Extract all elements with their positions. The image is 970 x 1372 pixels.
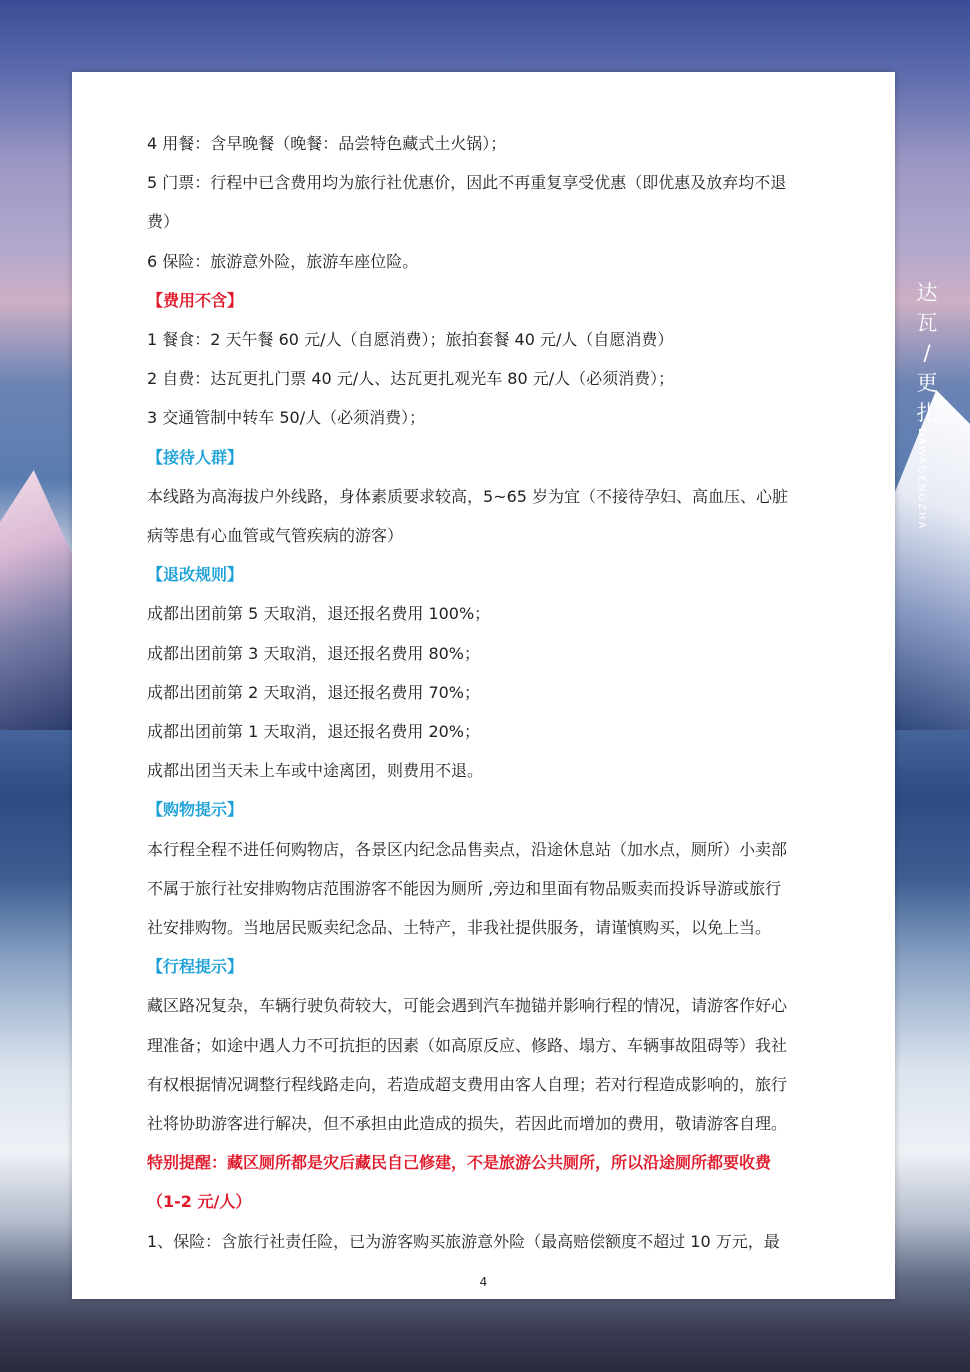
body-line: 成都出团前第 2 天取消，退还报名费用 70%； bbox=[147, 682, 481, 702]
body-line: 费） bbox=[147, 212, 180, 232]
body-line: 成都出团前第 3 天取消，退还报名费用 80%； bbox=[147, 643, 481, 663]
body-line: 社将协助游客进行解决，但不承担由此造成的损失，若因此而增加的费用，敬请游客自理。 bbox=[147, 1114, 788, 1134]
body-line: 5 门票：行程中已含费用均为旅行社优惠价，因此不再重复享受优惠（即优惠及放弃均不退 bbox=[147, 173, 787, 193]
body-line: 理准备；如途中遇人力不可抗拒的因素（如高原反应、修路、塌方、车辆事故阻碍等）我社 bbox=[147, 1035, 788, 1055]
side-title-chinese: 达 瓦 / 更 扎 bbox=[916, 281, 940, 425]
side-title bbox=[905, 278, 965, 531]
section-heading: 【接待人群】 bbox=[147, 447, 244, 467]
body-line: 2 自费：达瓦更扎门票 40 元/人、达瓦更扎观光车 80 元/人（必须消费）； bbox=[147, 369, 675, 389]
body-line: 6 保险：旅游意外险，旅游车座位险。 bbox=[147, 251, 419, 271]
page-number: 4 bbox=[479, 1275, 488, 1289]
body-line: 成都出团当天未上车或中途离团，则费用不退。 bbox=[147, 761, 484, 781]
document-page bbox=[72, 72, 895, 1299]
body-line: 有权根据情况调整行程线路走向，若造成超支费用由客人自理；若对行程造成影响的，旅行 bbox=[147, 1074, 788, 1094]
body-line: 本线路为高海拔户外线路，身体素质要求较高，5~65 岁为宜（不接待孕妇、高血压、心脏 bbox=[147, 486, 789, 506]
section-heading: 【费用不含】 bbox=[147, 290, 244, 310]
body-line: 1、保险：含旅行社责任险，已为游客购买旅游意外险（最高赔偿额度不超过 10 万元，最 bbox=[147, 1231, 780, 1251]
body-line: 藏区路况复杂，车辆行驶负荷较大，可能会遇到汽车抛锚并影响行程的情况，请游客作好心 bbox=[147, 996, 788, 1016]
body-line: 病等患有心血管或气管疾病的游客） bbox=[147, 526, 404, 546]
body-line: 成都出团前第 5 天取消，退还报名费用 100%； bbox=[147, 604, 491, 624]
body-line: 社安排购物。当地居民贩卖纪念品、土特产，非我社提供服务，请谨慎购买，以免上当。 bbox=[147, 918, 772, 938]
body-line: 成都出团前第 1 天取消，退还报名费用 20%； bbox=[147, 722, 481, 742]
section-heading: 【购物提示】 bbox=[147, 800, 244, 820]
section-heading: 【行程提示】 bbox=[147, 957, 244, 977]
body-line: 3 交通管制中转车 50/人（必须消费）； bbox=[147, 408, 426, 428]
body-line: 本行程全程不进任何购物店，各景区内纪念品售卖点，沿途休息站（加水点，厕所）小卖部 bbox=[147, 839, 788, 859]
section-heading: 【退改规则】 bbox=[147, 565, 244, 585]
body-line: 1 餐食：2 天午餐 60 元/人（自愿消费）；旅拍套餐 40 元/人（自愿消费） bbox=[147, 330, 674, 350]
background-mountain-left bbox=[0, 470, 75, 730]
body-line: 4 用餐：含早晚餐（晚餐：品尝特色藏式土火锅）； bbox=[147, 134, 507, 153]
special-reminder-line: （1-2 元/人） bbox=[147, 1192, 252, 1212]
side-title-english: DAWAGENGZHA bbox=[916, 428, 927, 531]
body-line: 不属于旅行社安排购物店范围游客不能因为厕所 ,旁边和里面有物品贩卖而投诉导游或旅行 bbox=[147, 878, 782, 898]
special-reminder-line: 特别提醒：藏区厕所都是灾后藏民自己修建，不是旅游公共厕所，所以沿途厕所都要收费 bbox=[147, 1153, 772, 1173]
document-body bbox=[147, 124, 847, 1261]
